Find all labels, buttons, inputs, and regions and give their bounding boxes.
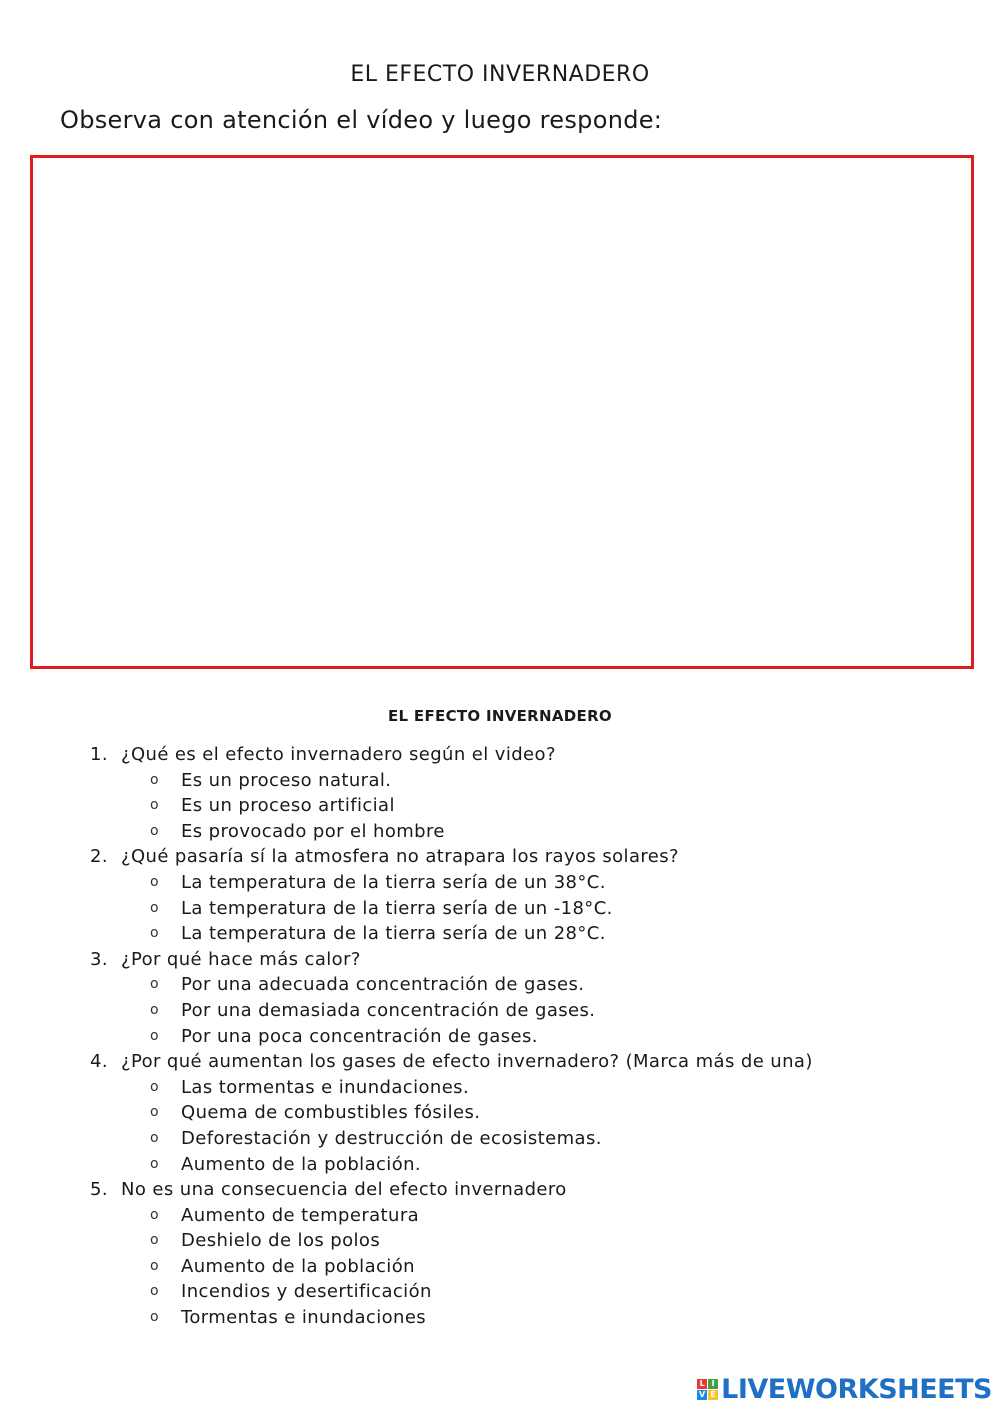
answer-option[interactable]: [0, 1228, 1000, 1254]
option-list: [0, 870, 1000, 947]
option-label: Quema de combustibles fósiles.: [181, 1102, 481, 1124]
circle-bullet-icon[interactable]: o: [150, 822, 159, 839]
question-2: [0, 844, 1000, 946]
answer-option[interactable]: [0, 972, 1000, 998]
answer-option[interactable]: [0, 896, 1000, 922]
answer-option[interactable]: [0, 1305, 1000, 1331]
option-label: Aumento de temperatura: [181, 1204, 420, 1226]
question-text: ¿Por qué hace más calor?: [121, 948, 361, 970]
circle-bullet-icon[interactable]: o: [150, 1078, 159, 1095]
circle-bullet-icon[interactable]: o: [150, 1309, 159, 1326]
option-label: Es un proceso natural.: [181, 769, 392, 791]
logo-letter: L: [697, 1379, 707, 1389]
answer-option[interactable]: [0, 819, 1000, 845]
option-list: [0, 1203, 1000, 1331]
circle-bullet-icon[interactable]: o: [150, 1129, 159, 1146]
question-number: 1.: [90, 744, 108, 765]
circle-bullet-icon[interactable]: o: [150, 873, 159, 890]
question-number: 5.: [90, 1179, 108, 1201]
option-label: Incendios y desertificación: [181, 1281, 432, 1303]
option-list: [0, 1075, 1000, 1177]
answer-option[interactable]: [0, 1024, 1000, 1050]
circle-bullet-icon[interactable]: o: [150, 1104, 159, 1121]
answer-option[interactable]: [0, 1075, 1000, 1101]
question-line: [0, 844, 1000, 870]
question-1: [0, 742, 1000, 844]
option-label: La temperatura de la tierra sería de un 28°C.: [181, 923, 606, 945]
question-number: 3.: [90, 948, 108, 970]
option-label: Por una poca concentración de gases.: [181, 1025, 538, 1047]
option-label: Es provocado por el hombre: [181, 820, 445, 842]
question-3: [0, 947, 1000, 1049]
circle-bullet-icon[interactable]: o: [150, 1232, 159, 1249]
option-label: Por una adecuada concentración de gases.: [181, 974, 585, 996]
question-text: ¿Qué es el efecto invernadero según el video?: [121, 744, 556, 765]
option-label: La temperatura de la tierra sería de un 38°C.: [181, 871, 606, 893]
quiz-section-title: EL EFECTO INVERNADERO: [388, 707, 612, 725]
answer-option[interactable]: [0, 870, 1000, 896]
answer-option[interactable]: [0, 1100, 1000, 1126]
option-label: Tormentas e inundaciones: [181, 1307, 427, 1329]
option-label: Las tormentas e inundaciones.: [181, 1076, 470, 1098]
option-list: [0, 972, 1000, 1049]
option-label: Es un proceso artificial: [181, 795, 395, 817]
page-title: EL EFECTO INVERNADERO: [350, 62, 650, 87]
circle-bullet-icon[interactable]: o: [150, 1027, 159, 1044]
answer-option[interactable]: [0, 1152, 1000, 1178]
option-label: Deshielo de los polos: [181, 1230, 381, 1252]
logo-letter: E: [708, 1390, 718, 1400]
circle-bullet-icon[interactable]: o: [150, 1001, 159, 1018]
question-line: [0, 1049, 1000, 1075]
question-number: 2.: [90, 846, 108, 868]
answer-option[interactable]: [0, 768, 1000, 794]
question-5: [0, 1177, 1000, 1331]
logo-mark-icon: [697, 1379, 718, 1400]
question-text: ¿Por qué aumentan los gases de efecto invernadero? (Marca más de una): [121, 1051, 813, 1073]
circle-bullet-icon[interactable]: o: [150, 1206, 159, 1223]
question-line: [0, 947, 1000, 973]
option-label: La temperatura de la tierra sería de un -18°C.: [181, 897, 613, 919]
answer-option[interactable]: [0, 921, 1000, 947]
logo-text: LIVEWORKSHEETS: [721, 1374, 992, 1405]
video-frame[interactable]: [30, 155, 974, 669]
option-label: Por una demasiada concentración de gases.: [181, 999, 596, 1021]
option-label: Deforestación y destrucción de ecosistemas.: [181, 1127, 602, 1149]
answer-option[interactable]: [0, 1126, 1000, 1152]
question-4: [0, 1049, 1000, 1177]
option-label: Aumento de la población: [181, 1255, 415, 1277]
circle-bullet-icon[interactable]: o: [150, 925, 159, 942]
logo-letter: I: [708, 1379, 718, 1389]
circle-bullet-icon[interactable]: o: [150, 1283, 159, 1300]
circle-bullet-icon[interactable]: o: [150, 976, 159, 993]
option-list: [0, 768, 1000, 845]
answer-option[interactable]: [0, 1279, 1000, 1305]
question-line: [0, 742, 1000, 768]
answer-option[interactable]: [0, 1254, 1000, 1280]
logo-letter: V: [699, 1390, 706, 1399]
circle-bullet-icon[interactable]: o: [150, 797, 159, 814]
question-text: No es una consecuencia del efecto invernadero: [121, 1179, 567, 1201]
circle-bullet-icon[interactable]: o: [150, 771, 159, 788]
answer-option[interactable]: [0, 998, 1000, 1024]
question-number: 4.: [90, 1051, 108, 1073]
instruction-text: Observa con atención el vídeo y luego responde:: [60, 106, 663, 134]
circle-bullet-icon[interactable]: o: [150, 899, 159, 916]
question-line: [0, 1177, 1000, 1203]
circle-bullet-icon[interactable]: o: [150, 1257, 159, 1274]
option-label: Aumento de la población.: [181, 1153, 422, 1175]
question-list: [0, 742, 1000, 1331]
question-text: ¿Qué pasaría sí la atmosfera no atrapara los rayos solares?: [121, 846, 679, 868]
circle-bullet-icon[interactable]: o: [150, 1155, 159, 1172]
answer-option[interactable]: [0, 793, 1000, 819]
answer-option[interactable]: [0, 1203, 1000, 1229]
liveworksheets-logo: [697, 1374, 992, 1405]
